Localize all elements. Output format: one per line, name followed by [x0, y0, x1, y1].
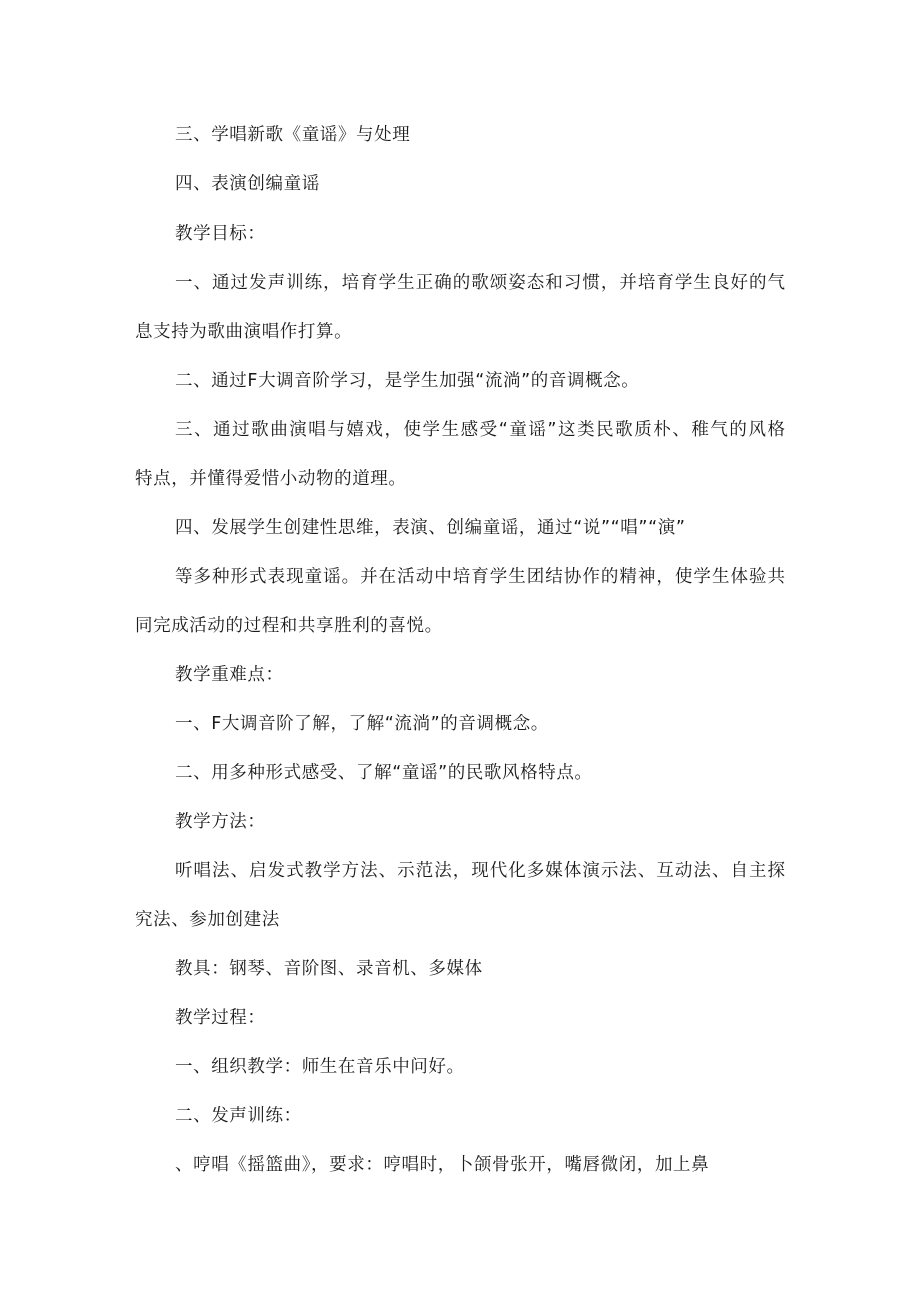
- text-line-process-2a: 、哼唱《摇篮曲》，要求：哼唱时，卜颌骨张开，嘴唇微闭，加上鼻: [175, 1155, 710, 1175]
- text-line-methods-b: 究法、参加创建法: [135, 910, 280, 930]
- text-line-key-2: 二、用多种形式感受、了解“童谣”的民歌风格特点。: [175, 763, 593, 783]
- heading-teaching-process: 教学过程：: [175, 1008, 266, 1028]
- text-line-teaching-aids: 教具：钢琴、音阶图、录音机、多媒体: [175, 959, 483, 979]
- text-line-process-1: 一、组织教学：师生在音乐中问好。: [175, 1057, 465, 1077]
- text-line-goal-1b: 息支持为歌曲演唱作打算。: [135, 322, 353, 342]
- text-line-methods-a: 听唱法、启发式教学方法、示范法，现代化多媒体演示法、互动法、自主探: [175, 861, 785, 881]
- heading-teaching-methods: 教学方法：: [175, 812, 266, 832]
- text-line-goal-1a: 一、通过发声训练，培育学生正确的歌颂姿态和习惯，并培育学生良好的气: [175, 273, 785, 293]
- text-line-outline-3: 三、学唱新歌《童谣》与处理: [175, 125, 411, 145]
- text-line-goal-3a: 三、通过歌曲演唱与嬉戏，使学生感受“童谣”这类民歌质朴、稚气的风格: [175, 420, 785, 440]
- heading-teaching-goals: 教学目标：: [175, 224, 266, 244]
- text-line-goal-3b: 特点，并懂得爱惜小动物的道理。: [135, 469, 407, 489]
- text-line-key-1: 一、F大调音阶了解，了解“流淌”的音调概念。: [175, 714, 549, 734]
- text-line-process-2: 二、发声训练：: [175, 1106, 302, 1126]
- text-line-goal-4b: 等多种形式表现童谣。并在活动中培育学生团结协作的精神，使学生体验共: [175, 567, 785, 587]
- text-line-goal-2: 二、通过F大调音阶学习，是学生加强“流淌”的音调概念。: [175, 371, 640, 391]
- text-line-outline-4: 四、表演创编童谣: [175, 174, 320, 194]
- text-line-goal-4c: 同完成活动的过程和共享胜利的喜悦。: [135, 616, 443, 636]
- text-line-goal-4a: 四、发展学生创建性思维，表演、创编童谣，通过“说”“唱”“演”: [175, 518, 686, 538]
- heading-key-points: 教学重难点：: [175, 665, 284, 685]
